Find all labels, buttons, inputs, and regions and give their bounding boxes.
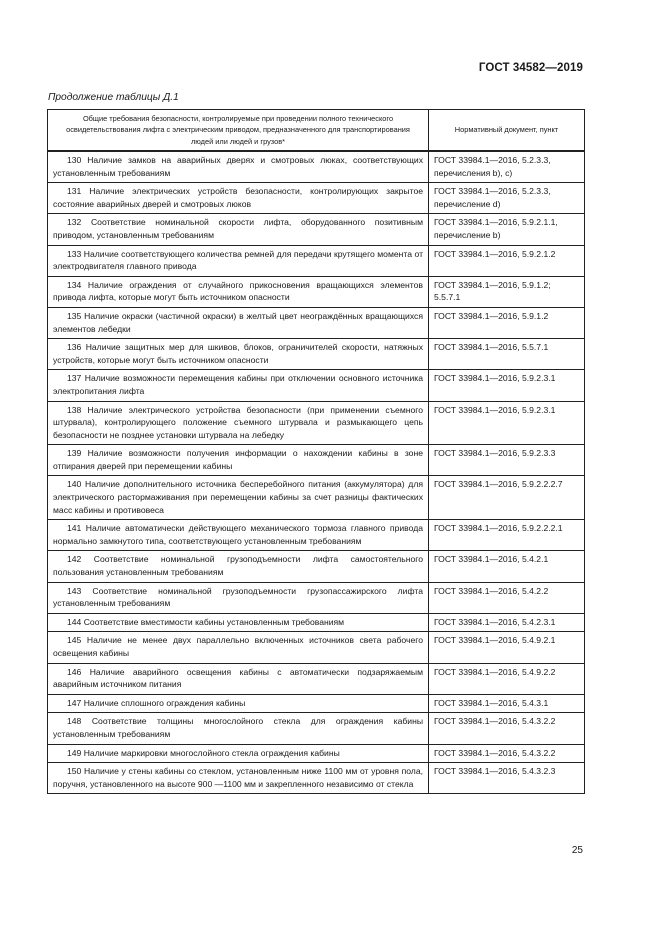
normative-reference: ГОСТ 33984.1—2016, 5.4.2.3.1	[429, 613, 585, 632]
table-row	[48, 713, 585, 744]
table-row	[48, 613, 585, 632]
requirement-text: 142 Соответствие номинальной грузоподъемности лифта самостоятельного пользования установленным требованиям	[48, 551, 429, 582]
normative-reference: ГОСТ 33984.1—2016, 5.9.1.2; 5.5.7.1	[429, 276, 585, 307]
requirement-text: 131 Наличие электрических устройств безопасности, контролирующих закрытое состояние аварийных дверей и смотровых люков	[48, 183, 429, 214]
table-row	[48, 551, 585, 582]
table-row	[48, 763, 585, 794]
requirement-text: 138 Наличие электрического устройства безопасности (при применении съемного штурвала), контролирующего положение съемного штурвала и размыкающего цепь безопасности не позднее установки штурвала на лебедку	[48, 401, 429, 445]
table-row	[48, 694, 585, 713]
table-caption: Продолжение таблицы Д.1	[48, 92, 179, 103]
requirement-text: 132 Соответствие номинальной скорости лифта, оборудованного позитивным приводом, установленным требованиям	[48, 214, 429, 245]
normative-reference: ГОСТ 33984.1—2016, 5.4.3.2.2	[429, 744, 585, 763]
normative-reference: ГОСТ 33984.1—2016, 5.9.2.1.1, перечисление b)	[429, 214, 585, 245]
header-normative-doc: Нормативный документ, пункт	[429, 110, 585, 152]
requirement-text: 134 Наличие ограждения от случайного прикосновения вращающихся элементов привода лифта, которые могут быть источником опасности	[48, 276, 429, 307]
normative-reference: ГОСТ 33984.1—2016, 5.4.3.1	[429, 694, 585, 713]
normative-reference: ГОСТ 33984.1—2016, 5.4.2.1	[429, 551, 585, 582]
requirement-text: 139 Наличие возможности получения информации о нахождении кабины в зоне отпирания дверей при перемещении кабины	[48, 445, 429, 476]
table-row	[48, 183, 585, 214]
requirement-text: 136 Наличие защитных мер для шкивов, блоков, ограничителей скорости, натяжных устройств, которые могут быть источником опасности	[48, 339, 429, 370]
requirement-text: 149 Наличие маркировки многослойного стекла ограждения кабины	[48, 744, 429, 763]
table-row	[48, 339, 585, 370]
normative-reference: ГОСТ 33984.1—2016, 5.4.2.2	[429, 582, 585, 613]
normative-reference: ГОСТ 33984.1—2016, 5.4.9.2.1	[429, 632, 585, 663]
normative-reference: ГОСТ 33984.1—2016, 5.9.2.2.2.1	[429, 520, 585, 551]
table-row	[48, 307, 585, 338]
requirement-text: 147 Наличие сплошного ограждения кабины	[48, 694, 429, 713]
table-row	[48, 245, 585, 276]
header-requirements: Общие требования безопасности, контролируемые при проведении полного технического освидетельствования лифта с электрическим приводом, предназначенного для транспортирования людей или людей и грузов*	[48, 110, 429, 152]
table-row	[48, 663, 585, 694]
requirement-text: 140 Наличие дополнительного источника бесперебойного питания (аккумулятора) для электрического растормаживания при перемещении кабины за счет разницы фактических масс кабины и противовеса	[48, 476, 429, 520]
normative-reference: ГОСТ 33984.1—2016, 5.4.3.2.2	[429, 713, 585, 744]
requirement-text: 141 Наличие автоматически действующего механического тормоза главного привода нормально замкнутого типа, соответствующего установленным требованиям	[48, 520, 429, 551]
requirement-text: 145 Наличие не менее двух параллельно включенных источников света рабочего освещения кабины	[48, 632, 429, 663]
normative-reference: ГОСТ 33984.1—2016, 5.9.2.1.2	[429, 245, 585, 276]
table-row	[48, 370, 585, 401]
normative-reference: ГОСТ 33984.1—2016, 5.9.2.2.2.7	[429, 476, 585, 520]
requirement-text: 150 Наличие у стены кабины со стеклом, установленным ниже 1100 мм от уровня пола, поручня, установленного на высоте 900 —1100 мм и закрепленного независимо от стекла	[48, 763, 429, 794]
standard-id: ГОСТ 34582—2019	[478, 62, 583, 74]
table-row	[48, 445, 585, 476]
normative-reference: ГОСТ 33984.1—2016, 5.5.7.1	[429, 339, 585, 370]
normative-reference: ГОСТ 33984.1—2016, 5.9.2.3.3	[429, 445, 585, 476]
normative-reference: ГОСТ 33984.1—2016, 5.4.3.2.3	[429, 763, 585, 794]
normative-reference: ГОСТ 33984.1—2016, 5.9.1.2	[429, 307, 585, 338]
normative-reference: ГОСТ 33984.1—2016, 5.9.2.3.1	[429, 370, 585, 401]
table-row	[48, 476, 585, 520]
page-number: 25	[571, 845, 583, 856]
table-row	[48, 401, 585, 445]
requirement-text: 130 Наличие замков на аварийных дверях и смотровых люках, соответствующих установленным требованиям	[48, 151, 429, 183]
table-row	[48, 744, 585, 763]
normative-reference: ГОСТ 33984.1—2016, 5.2.3.3, перечисления b), c)	[429, 151, 585, 183]
table-row	[48, 632, 585, 663]
normative-reference: ГОСТ 33984.1—2016, 5.2.3.3, перечисление d)	[429, 183, 585, 214]
requirement-text: 146 Наличие аварийного освещения кабины с автоматически подзаряжаемым аварийным источником питания	[48, 663, 429, 694]
normative-reference: ГОСТ 33984.1—2016, 5.4.9.2.2	[429, 663, 585, 694]
requirement-text: 137 Наличие возможности перемещения кабины при отключении основного источника электропитания лифта	[48, 370, 429, 401]
table-row	[48, 520, 585, 551]
requirement-text: 133 Наличие соответствующего количества ремней для передачи крутящего момента от электродвигателя главного привода	[48, 245, 429, 276]
requirement-text: 148 Соответствие толщины многослойного стекла для ограждения кабины установленным требованиям	[48, 713, 429, 744]
table-row	[48, 276, 585, 307]
table-row	[48, 582, 585, 613]
table-row	[48, 151, 585, 183]
table-row	[48, 214, 585, 245]
normative-reference: ГОСТ 33984.1—2016, 5.9.2.3.1	[429, 401, 585, 445]
requirement-text: 143 Соответствие номинальной грузоподъемности грузопассажирского лифта установленным требованиям	[48, 582, 429, 613]
requirements-table	[47, 109, 585, 794]
table-header-row	[48, 110, 585, 152]
requirement-text: 144 Соответствие вместимости кабины установленным требованиям	[48, 613, 429, 632]
requirement-text: 135 Наличие окраски (частичной окраски) в желтый цвет неограждённых вращающихся элементов лебедки	[48, 307, 429, 338]
